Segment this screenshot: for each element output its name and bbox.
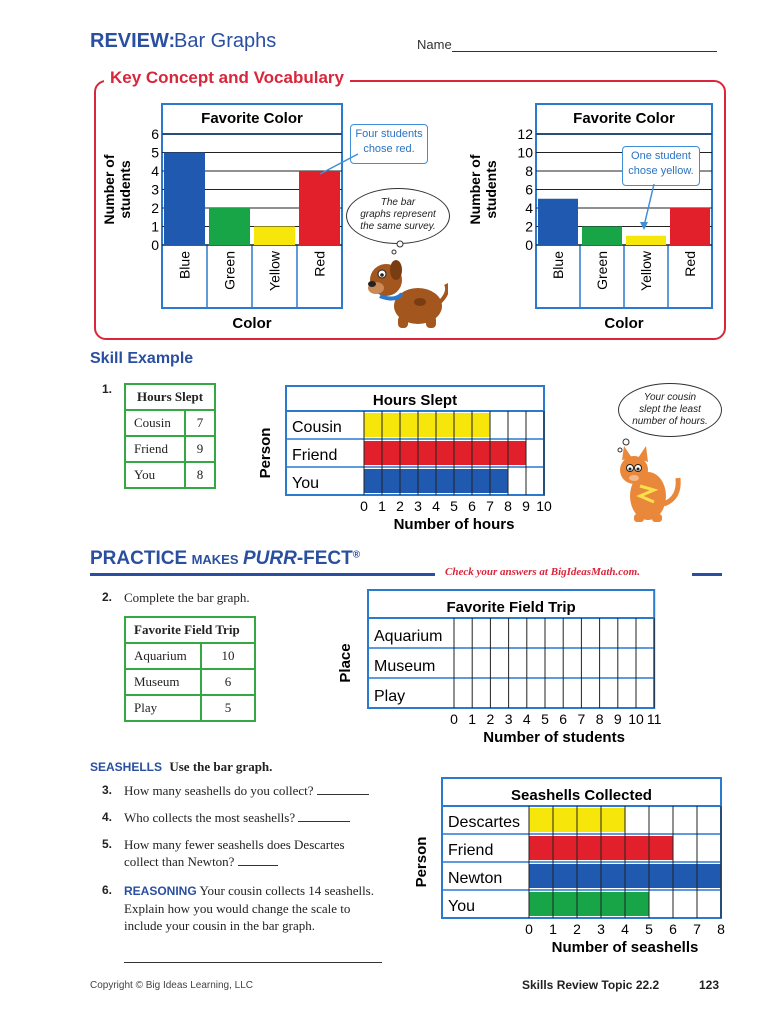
x-tick-label: 1 bbox=[549, 921, 557, 937]
bubble-line: number of hours. bbox=[632, 416, 708, 427]
seashells-heading bbox=[90, 759, 272, 775]
y-tick-label: 6 bbox=[151, 126, 159, 142]
x-tick-label: 11 bbox=[646, 711, 662, 727]
question-text: Who collects the most seashells? bbox=[124, 810, 296, 825]
x-tick-label: 7 bbox=[486, 498, 494, 514]
callout-line: chose red. bbox=[363, 143, 415, 155]
bar-blue bbox=[538, 199, 578, 245]
question-number: 3. bbox=[102, 783, 113, 797]
y-tick-label: 10 bbox=[517, 144, 533, 161]
skill-example-heading: Skill Example bbox=[90, 350, 194, 367]
category-label: Newton bbox=[448, 870, 503, 887]
category-label: Descartes bbox=[448, 814, 521, 831]
table-cell: 5 bbox=[201, 695, 255, 721]
callout-line: Four students bbox=[355, 128, 423, 140]
chart-title: Favorite Color bbox=[201, 110, 303, 127]
x-tick-label: 4 bbox=[432, 498, 440, 514]
y-axis-label: students bbox=[117, 160, 133, 219]
key-concept-title: Key Concept and Vocabulary bbox=[104, 68, 350, 88]
question-text: How many fewer seashells does Descartes bbox=[124, 837, 345, 852]
field-trip-chart[interactable] bbox=[336, 588, 686, 753]
chart-title: Favorite Field Trip bbox=[446, 599, 576, 616]
category-label: Play bbox=[374, 688, 406, 705]
y-tick-label: 4 bbox=[525, 200, 533, 216]
x-tick-label: 6 bbox=[468, 498, 476, 514]
y-tick-label: 1 bbox=[151, 218, 159, 235]
topic-title: Bar Graphs bbox=[174, 30, 277, 52]
category-label: Green bbox=[221, 251, 238, 290]
table-row bbox=[125, 669, 255, 695]
bar-green bbox=[209, 208, 250, 245]
x-axis-label: Number of seashells bbox=[551, 939, 699, 956]
bar-red bbox=[670, 208, 710, 245]
x-tick-label: 6 bbox=[559, 711, 568, 727]
x-tick-label: 8 bbox=[595, 711, 604, 727]
y-tick-label: 0 bbox=[525, 237, 533, 253]
x-tick-label: 9 bbox=[613, 711, 622, 727]
cat-illustration bbox=[608, 438, 688, 524]
category-label: Red bbox=[682, 251, 698, 277]
question-2 bbox=[102, 589, 250, 606]
answer-blank[interactable] bbox=[238, 865, 278, 866]
bar-red bbox=[299, 171, 340, 245]
x-tick-label: 10 bbox=[536, 498, 552, 514]
bar-green bbox=[582, 227, 622, 246]
bubble-line: graphs represent bbox=[360, 209, 436, 220]
seashells-label: SEASHELLS bbox=[90, 760, 163, 774]
bar-yellow bbox=[254, 227, 295, 246]
x-tick-label: 2 bbox=[573, 921, 581, 937]
x-tick-label: 4 bbox=[621, 921, 629, 937]
hours-slept-chart bbox=[254, 380, 584, 540]
y-axis-label: students bbox=[483, 160, 499, 219]
x-tick-label: 2 bbox=[486, 711, 495, 727]
field-trip-table bbox=[124, 616, 256, 722]
table-cell: You bbox=[125, 462, 185, 488]
callout-line: One student bbox=[631, 150, 691, 162]
table-cell: 8 bbox=[185, 462, 215, 488]
check-answers-note[interactable]: Check your answers at BigIdeasMath.com. bbox=[445, 566, 640, 578]
x-tick-label: 10 bbox=[628, 711, 644, 727]
callout-pointer bbox=[310, 150, 370, 180]
practice-title bbox=[90, 548, 360, 570]
question-number: 5. bbox=[102, 837, 113, 851]
x-tick-label: 3 bbox=[504, 711, 513, 727]
category-label: Aquarium bbox=[374, 628, 443, 645]
question-text: collect than Newton? bbox=[124, 854, 235, 869]
bar-cousin bbox=[364, 413, 490, 437]
x-tick-label: 2 bbox=[396, 498, 404, 514]
x-tick-label: 8 bbox=[504, 498, 512, 514]
y-tick-label: 2 bbox=[525, 218, 533, 235]
x-tick-label: 0 bbox=[525, 921, 533, 937]
category-label: Blue bbox=[550, 251, 566, 280]
category-label: Red bbox=[311, 251, 328, 277]
x-axis-label: Number of students bbox=[483, 729, 625, 746]
chart-title: Seashells Collected bbox=[511, 787, 652, 804]
x-tick-label: 7 bbox=[693, 921, 701, 937]
question-number: 1. bbox=[102, 382, 113, 396]
y-tick-label: 12 bbox=[517, 126, 533, 142]
category-label: You bbox=[292, 475, 319, 492]
seashells-instruction: Use the bar graph. bbox=[169, 759, 273, 774]
x-tick-label: 5 bbox=[541, 711, 549, 727]
table-row bbox=[125, 462, 215, 488]
category-label: Green bbox=[594, 251, 610, 290]
practice-banner bbox=[90, 548, 730, 582]
table-cell: Cousin bbox=[125, 410, 185, 436]
answer-blank[interactable] bbox=[317, 794, 369, 795]
question-number: 2. bbox=[102, 590, 113, 604]
x-tick-label: 7 bbox=[577, 711, 586, 727]
table-cell: Aquarium bbox=[125, 643, 201, 669]
y-tick-label: 6 bbox=[525, 181, 533, 198]
table-cell: Museum bbox=[125, 669, 201, 695]
name-line[interactable] bbox=[452, 51, 717, 52]
y-tick-label: 3 bbox=[151, 181, 159, 198]
question-text: Explain how you would change the scale to bbox=[124, 901, 351, 916]
answer-line[interactable] bbox=[124, 962, 382, 963]
y-tick-label: 0 bbox=[151, 237, 159, 253]
callout-one-yellow bbox=[622, 146, 700, 186]
question-4 bbox=[102, 809, 350, 826]
table-cell: 7 bbox=[185, 410, 215, 436]
x-tick-label: 6 bbox=[669, 921, 677, 937]
table-cell: Friend bbox=[125, 436, 185, 462]
reasoning-label: REASONING bbox=[124, 884, 197, 898]
category-label: Yellow bbox=[638, 251, 654, 291]
bar-blue bbox=[164, 153, 205, 246]
y-axis-label: Number of bbox=[467, 154, 483, 225]
y-axis-label: Person bbox=[413, 836, 430, 888]
answer-blank[interactable] bbox=[298, 821, 350, 822]
table-cell: 10 bbox=[201, 643, 255, 669]
bubble-line: Your cousin bbox=[643, 392, 697, 403]
x-tick-label: 9 bbox=[522, 498, 530, 514]
table-row bbox=[125, 695, 255, 721]
question-5 bbox=[102, 836, 345, 870]
footer-topic: Skills Review Topic 22.2 bbox=[522, 978, 660, 992]
x-tick-label: 1 bbox=[468, 711, 477, 727]
question-text: Complete the bar graph. bbox=[124, 590, 250, 605]
practice-word: PRACTICE bbox=[90, 548, 188, 569]
cat-thought-bubble bbox=[618, 383, 722, 437]
callout-line: chose yellow. bbox=[628, 165, 694, 177]
y-axis-label: Place bbox=[337, 643, 354, 683]
table-title: Favorite Field Trip bbox=[125, 617, 255, 643]
x-tick-label: 1 bbox=[378, 498, 386, 514]
banner-rule bbox=[90, 573, 435, 576]
category-label: Museum bbox=[374, 658, 436, 675]
hours-slept-table bbox=[124, 383, 216, 489]
table-row bbox=[125, 410, 215, 436]
table-title: Hours Slept bbox=[125, 384, 215, 410]
purr-word: PURR bbox=[242, 548, 297, 569]
page-number: 123 bbox=[699, 978, 720, 992]
bar-friend bbox=[364, 441, 526, 465]
bubble-line: the same survey. bbox=[360, 221, 436, 232]
category-label: Yellow bbox=[266, 251, 283, 291]
review-label: REVIEW: bbox=[90, 30, 176, 52]
question-number: 6. bbox=[102, 883, 113, 897]
x-tick-label: 3 bbox=[414, 498, 422, 514]
question-text: Your cousin collects 14 seashells. bbox=[199, 883, 374, 898]
dog-thought-bubble bbox=[346, 188, 450, 244]
y-tick-label: 4 bbox=[151, 163, 159, 179]
banner-rule-right bbox=[692, 573, 722, 576]
category-label: Cousin bbox=[292, 419, 342, 436]
y-axis-label: Number of bbox=[101, 154, 117, 225]
table-row bbox=[125, 643, 255, 669]
question-6 bbox=[102, 882, 374, 934]
table-cell: Play bbox=[125, 695, 201, 721]
category-label: Friend bbox=[292, 447, 338, 464]
bar-yellow bbox=[626, 236, 666, 245]
x-tick-label: 0 bbox=[450, 711, 458, 727]
x-tick-label: 4 bbox=[522, 711, 531, 727]
question-number: 4. bbox=[102, 810, 113, 824]
bar-you bbox=[529, 892, 649, 916]
favorite-color-chart-right bbox=[462, 100, 718, 335]
question-text: include your cousin in the bar graph. bbox=[124, 918, 315, 933]
category-label: Friend bbox=[448, 842, 494, 859]
y-tick-label: 2 bbox=[151, 200, 159, 216]
x-axis-label: Color bbox=[604, 315, 644, 332]
dog-illustration bbox=[362, 240, 448, 332]
y-axis-label: Person bbox=[257, 427, 274, 479]
x-axis-label: Color bbox=[232, 315, 272, 332]
bubble-line: The bar bbox=[380, 197, 416, 208]
favorite-color-chart-left bbox=[96, 100, 346, 335]
table-cell: 6 bbox=[201, 669, 255, 695]
name-label: Name bbox=[417, 37, 452, 52]
y-tick-label: 8 bbox=[525, 163, 533, 179]
x-tick-label: 8 bbox=[717, 921, 725, 937]
registered-mark: ® bbox=[352, 549, 361, 561]
x-tick-label: 3 bbox=[597, 921, 605, 937]
table-cell: 9 bbox=[185, 436, 215, 462]
chart-title: Hours Slept bbox=[372, 392, 458, 409]
bubble-line: slept the least bbox=[639, 404, 701, 415]
makes-word: MAKES bbox=[191, 552, 239, 567]
seashells-chart bbox=[412, 776, 734, 962]
x-tick-label: 5 bbox=[450, 498, 458, 514]
category-label: You bbox=[448, 898, 475, 915]
y-tick-label: 5 bbox=[151, 144, 159, 161]
question-3 bbox=[102, 782, 369, 799]
question-text: How many seashells do you collect? bbox=[124, 783, 314, 798]
table-row bbox=[125, 436, 215, 462]
chart-title: Favorite Color bbox=[573, 110, 675, 127]
x-axis-label: Number of hours bbox=[393, 516, 515, 533]
page-header bbox=[90, 30, 730, 56]
x-tick-label: 0 bbox=[360, 498, 368, 514]
fect-word: -FECT bbox=[296, 548, 353, 569]
copyright: Copyright © Big Ideas Learning, LLC bbox=[90, 980, 254, 991]
category-label: Blue bbox=[176, 251, 193, 280]
callout-pointer bbox=[636, 182, 666, 232]
x-tick-label: 5 bbox=[645, 921, 653, 937]
